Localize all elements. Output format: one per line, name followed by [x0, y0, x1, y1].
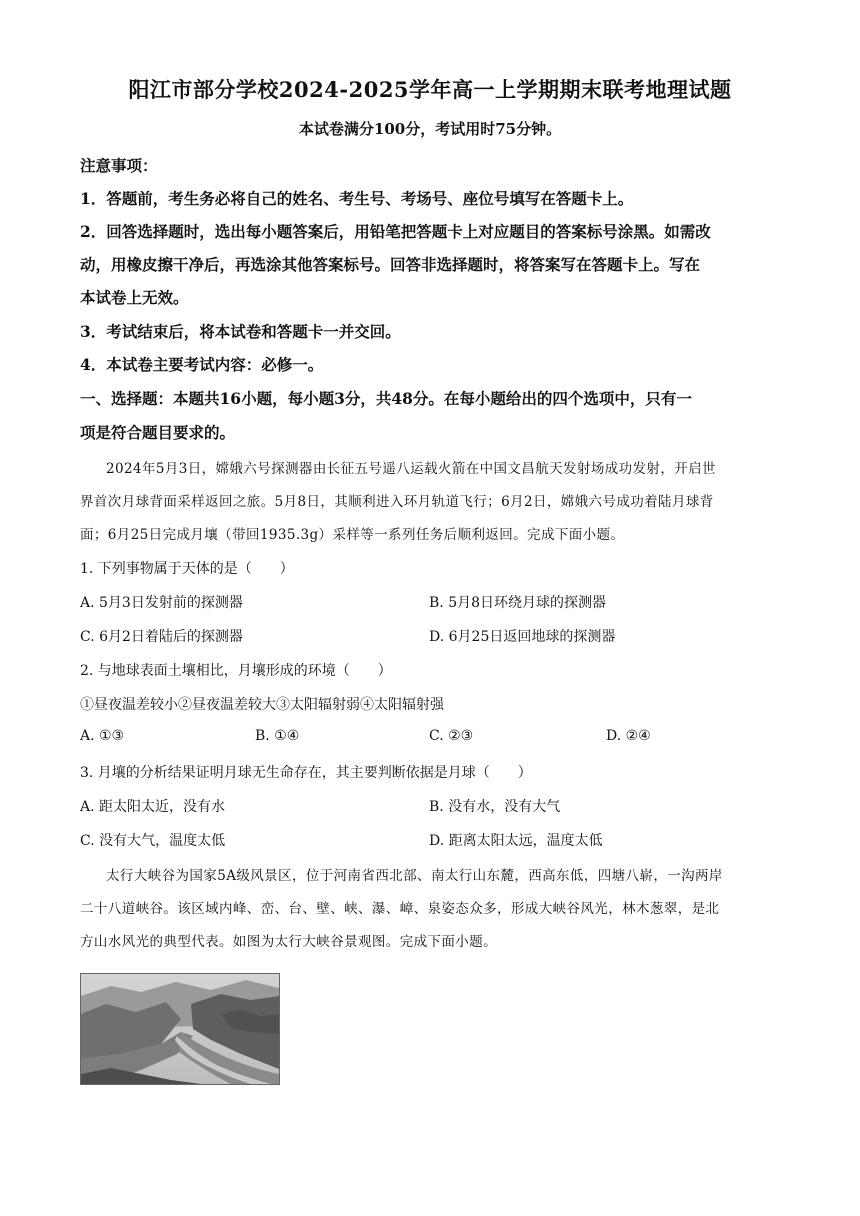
notice-line-1: 1．答题前，考生务必将自己的姓名、考生号、考场号、座位号填写在答题卡上。 — [80, 189, 634, 208]
section-heading-2: 项是符合题目要求的。 — [80, 423, 236, 442]
q2-option-a: A. ①③ — [80, 728, 125, 744]
section-heading-1: 一、选择题：本题共16小题，每小题3分，共48分。在每小题给出的四个选项中，只有一 — [80, 389, 692, 408]
canyon-landscape-photo — [80, 973, 280, 1085]
passage2-line-3: 方山水风光的典型代表。如图为太行大峡谷景观图。完成下面小题。 — [80, 934, 497, 950]
q1-option-a: A. 5月3日发射前的探测器 — [80, 595, 243, 611]
q1-option-b: B. 5月8日环绕月球的探测器 — [429, 595, 607, 611]
passage2-line-2: 二十八道峡谷。该区域内峰、峦、台、壁、峡、瀑、嶂、泉姿态众多，形成大峡谷风光，林木葱翠，是北 — [80, 901, 720, 917]
q1-option-d: D. 6月25日返回地球的探测器 — [429, 629, 616, 645]
exam-title: 阳江市部分学校2024-2025学年高一上学期期末联考地理试题 — [128, 77, 732, 102]
q3-option-c: C. 没有大气，温度太低 — [80, 833, 226, 849]
passage1-line-3: 面；6月25日完成月壤（带回1935.3g）采样等一系列任务后顺利返回。完成下面小题。 — [80, 527, 625, 543]
q2-stem: 2. 与地球表面土壤相比，月壤形成的环境（ ） — [80, 663, 392, 679]
canyon-landscape-image — [81, 974, 279, 1084]
passage2-line-1: 太行大峡谷为国家5A级风景区，位于河南省西北部、南太行山东麓，西高东低，四塘八崭，一沟两岸 — [106, 868, 723, 884]
q3-option-d: D. 距离太阳太远，温度太低 — [429, 833, 603, 849]
q3-option-b: B. 没有水，没有大气 — [429, 799, 561, 815]
notice-line-6: 4．本试卷主要考试内容：必修一。 — [80, 355, 324, 374]
passage1-line-2: 界首次月球背面采样返回之旅。5月8日，其顺利进入环月轨道飞行；6月2日，嫦娥六号成功着陆月球背 — [80, 494, 714, 510]
notice-line-4: 本试卷上无效。 — [80, 288, 189, 307]
notice-line-5: 3．考试结束后，将本试卷和答题卡一并交回。 — [80, 322, 401, 341]
q2-option-d: D. ②④ — [606, 728, 651, 744]
q2-option-c: C. ②③ — [429, 728, 474, 744]
notice-heading: 注意事项： — [80, 156, 158, 175]
q2-items: ①昼夜温差较小②昼夜温差较大③太阳辐射弱④太阳辐射强 — [80, 697, 444, 713]
q3-stem: 3. 月壤的分析结果证明月球无生命存在，其主要判断依据是月球（ ） — [80, 765, 532, 781]
notice-line-3: 动，用橡皮擦干净后，再选涂其他答案标号。回答非选择题时，将答案写在答题卡上。写在 — [80, 255, 701, 274]
q3-option-a: A. 距太阳太近，没有水 — [80, 799, 226, 815]
q1-option-c: C. 6月2日着陆后的探测器 — [80, 629, 243, 645]
exam-subtitle: 本试卷满分100分，考试用时75分钟。 — [298, 120, 562, 138]
notice-line-2: 2．回答选择题时，选出每小题答案后，用铅笔把答题卡上对应题目的答案标号涂黑。如需改 — [80, 222, 711, 241]
passage1-line-1: 2024年5月3日，嫦娥六号探测器由长征五号遥八运载火箭在中国文昌航天发射场成功发射，开启世 — [106, 461, 716, 477]
q1-stem: 1. 下列事物属于天体的是（ ） — [80, 561, 294, 577]
q2-option-b: B. ①④ — [255, 728, 300, 744]
